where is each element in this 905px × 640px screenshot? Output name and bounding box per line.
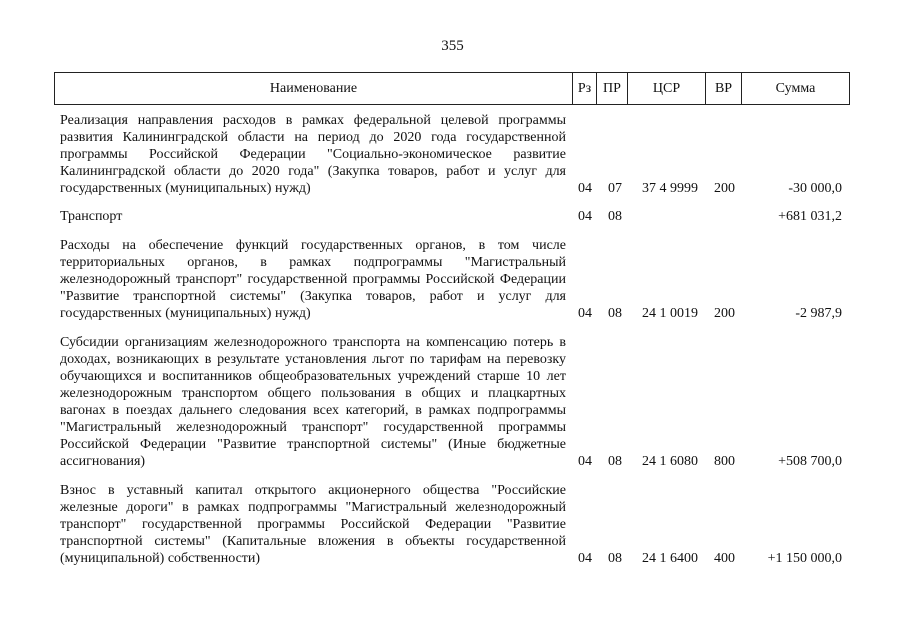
header-rz: Рз: [572, 73, 596, 104]
row-rz: 04: [578, 209, 592, 224]
table-row: [54, 482, 850, 567]
row-vr: 800: [714, 454, 735, 469]
header-vr: ВР: [705, 73, 741, 104]
row-csr: 24 1 6080: [642, 454, 698, 469]
page-number: 355: [441, 38, 464, 54]
row-name: Реализация направления расходов в рамках федеральной целевой программы развития Калининградской области на период до 2020 года государственной программы Российской Федерации "Социально-экономическое развитие Калининградской области до 2020 года" (Закупка товаров, работ и услуг для государственных (муниципальных) нужд): [60, 113, 566, 196]
row-csr: 24 1 6400: [642, 551, 698, 566]
row-pr: 08: [608, 209, 622, 224]
header-sum: Сумма: [741, 73, 849, 104]
row-sum: +508 700,0: [778, 454, 842, 469]
row-pr: 08: [608, 551, 622, 566]
row-rz: 04: [578, 551, 592, 566]
header-pr: ПР: [596, 73, 627, 104]
row-vr: 200: [714, 181, 735, 196]
row-sum: +1 150 000,0: [767, 551, 842, 566]
row-name: Расходы на обеспечение функций государственных органов, в том числе территориальных органов, в рамках подпрограммы "Магистральный железнодорожный транспорт" государственной программы Российской Федерации "Развитие транспортной системы" (Закупка товаров, работ и услуг для государственных (муниципальных) нужд): [60, 238, 566, 321]
row-sum: +681 031,2: [778, 209, 842, 224]
table-row: [54, 208, 850, 225]
table-row: [54, 334, 850, 470]
table-row: [54, 237, 850, 322]
row-pr: 07: [608, 181, 622, 196]
table-header: [54, 72, 850, 105]
row-rz: 04: [578, 306, 592, 321]
row-name: Транспорт: [60, 209, 123, 224]
row-vr: 200: [714, 306, 735, 321]
header-csr: ЦСР: [627, 73, 705, 104]
table-row: [54, 112, 850, 197]
row-name: Взнос в уставный капитал открытого акционерного общества "Российские железные дороги" в рамках подпрограммы "Магистральный железнодорожный транспорт" государственной программы Российской Федерации "Развитие транспортной системы" (Капитальные вложения в объекты государственной (муниципальной) собственности): [60, 483, 566, 566]
row-csr: 24 1 0019: [642, 306, 698, 321]
row-pr: 08: [608, 454, 622, 469]
row-sum: -30 000,0: [788, 181, 842, 196]
row-rz: 04: [578, 181, 592, 196]
row-vr: 400: [714, 551, 735, 566]
row-sum: -2 987,9: [795, 306, 842, 321]
row-csr: 37 4 9999: [642, 181, 698, 196]
row-rz: 04: [578, 454, 592, 469]
header-name: Наименование: [269, 80, 358, 96]
row-name: Субсидии организациям железнодорожного транспорта на компенсацию потерь в доходах, возникающих в результате установления льгот по тарифам на перевозку обучающихся и воспитанников общеобразовательных учреждений старше 10 лет железнодорожным транспортом общего пользования в общих и плацкартных вагонах в поездах дальнего следования всех категорий, в рамках подпрограммы "Магистральный железнодорожный транспорт" государственной программы Российской Федерации "Развитие транспортной системы" (Иные бюджетные ассигнования): [60, 335, 566, 469]
row-pr: 08: [608, 306, 622, 321]
